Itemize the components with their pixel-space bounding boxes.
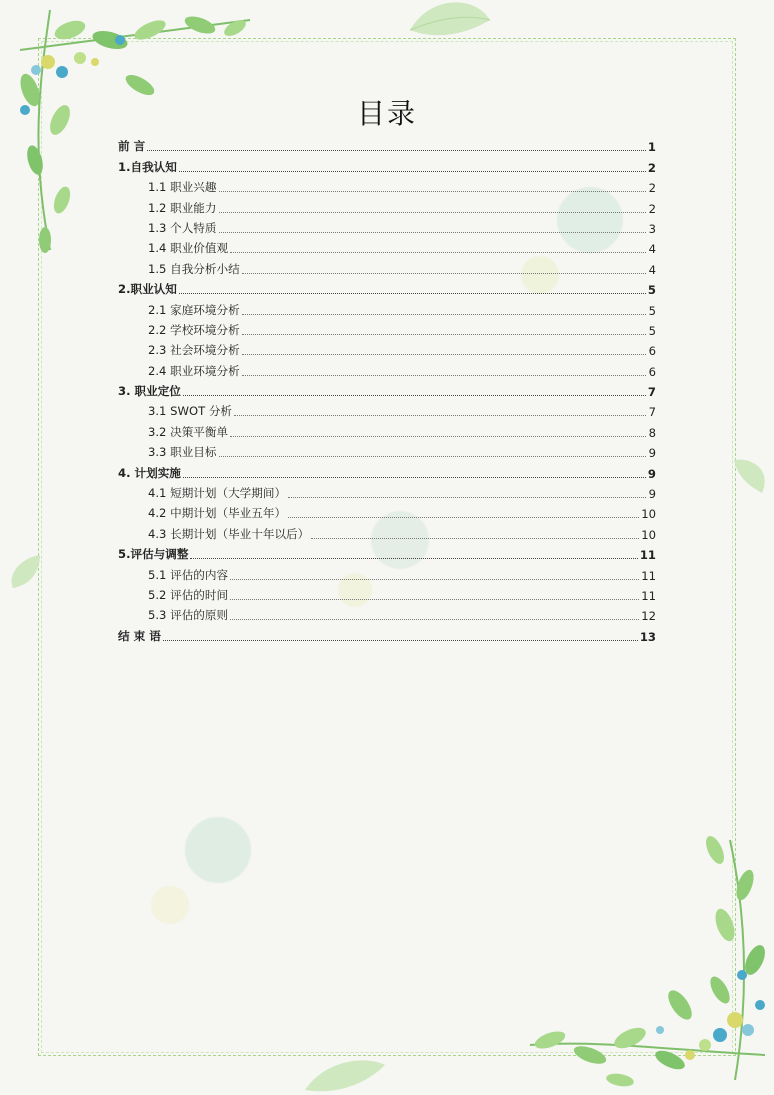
toc-entry-label: 5.评估与调整: [118, 547, 189, 562]
dot-leader: [242, 334, 646, 335]
page-title: 目录: [356, 97, 417, 130]
dot-leader: [288, 517, 639, 518]
toc-entry-page-number: 7: [647, 385, 656, 400]
toc-entry-page-number: 10: [641, 527, 656, 542]
toc-entry-label: 2.职业认知: [118, 282, 177, 297]
dot-leader: [147, 150, 646, 151]
dot-leader: [219, 456, 647, 457]
dot-leader: [219, 232, 647, 233]
toc-entry-page-number: 7: [648, 405, 656, 420]
leaf-top-center-icon: [405, 0, 495, 40]
toc-entry[interactable]: [118, 175, 656, 195]
dot-leader: [230, 252, 646, 253]
dot-leader: [179, 171, 646, 172]
dot-leader: [230, 579, 639, 580]
toc-entry[interactable]: [118, 154, 656, 174]
toc-entry-label: 2.4 职业环境分析: [148, 363, 240, 378]
toc-entry[interactable]: [118, 501, 656, 521]
toc-entry-label: 1.1 职业兴趣: [148, 180, 217, 195]
toc-entry-label: 前 言: [118, 139, 146, 154]
toc-entry-page-number: 11: [639, 548, 656, 563]
dot-leader: [163, 640, 638, 641]
toc-entry-label: 1.2 职业能力: [148, 200, 217, 215]
toc-entry[interactable]: [118, 216, 656, 236]
toc-entry-label: 1.自我认知: [118, 159, 177, 174]
toc-entry-page-number: 5: [648, 303, 656, 318]
toc-entry-page-number: 1: [647, 140, 656, 155]
table-of-contents: [118, 134, 656, 644]
dot-leader: [183, 395, 646, 396]
leaf-right-edge-icon: [732, 455, 774, 495]
toc-entry-page-number: 4: [648, 242, 656, 257]
dot-leader: [242, 273, 646, 274]
toc-entry-page-number: 10: [641, 507, 656, 522]
toc-entry-page-number: 11: [641, 588, 656, 603]
toc-entry-page-number: 6: [648, 364, 656, 379]
toc-entry[interactable]: [118, 419, 656, 439]
toc-entry-label: 3.1 SWOT 分析: [148, 404, 233, 419]
toc-entry-page-number: 2: [648, 181, 656, 196]
toc-entry-page-number: 5: [647, 283, 656, 298]
toc-entry-page-number: 4: [648, 262, 656, 277]
toc-entry[interactable]: [118, 460, 656, 480]
toc-entry-label: 3.2 决策平衡单: [148, 424, 229, 439]
toc-entry[interactable]: [118, 481, 656, 501]
toc-entry-label: 2.1 家庭环境分析: [148, 302, 240, 317]
toc-entry[interactable]: [118, 195, 656, 215]
toc-entry-label: 结 束 语: [118, 628, 161, 643]
toc-entry[interactable]: [118, 623, 656, 643]
toc-entry[interactable]: [118, 399, 656, 419]
dot-leader: [242, 354, 646, 355]
toc-entry-page-number: 2: [647, 160, 656, 175]
toc-entry-label: 4. 计划实施: [118, 465, 181, 480]
toc-entry-label: 2.2 学校环境分析: [148, 322, 240, 337]
toc-entry[interactable]: [118, 542, 656, 562]
toc-entry[interactable]: [118, 236, 656, 256]
toc-entry-page-number: 6: [648, 344, 656, 359]
dot-leader: [230, 436, 646, 437]
toc-entry[interactable]: [118, 603, 656, 623]
dot-leader: [230, 599, 639, 600]
toc-entry-label: 1.4 职业价值观: [148, 241, 229, 256]
dot-leader: [311, 538, 639, 539]
toc-entry-page-number: 9: [647, 466, 656, 481]
dot-leader: [183, 477, 646, 478]
dot-leader: [230, 619, 639, 620]
dot-leader: [288, 497, 646, 498]
toc-entry-label: 2.3 社会环境分析: [148, 343, 240, 358]
dot-leader: [219, 212, 647, 213]
toc-entry[interactable]: [118, 256, 656, 276]
toc-entry-label: 3.3 职业目标: [148, 445, 217, 460]
toc-entry-page-number: 11: [641, 568, 656, 583]
dot-leader: [179, 293, 646, 294]
toc-entry-page-number: 9: [648, 446, 656, 461]
toc-entry-label: 3. 职业定位: [118, 384, 181, 399]
toc-entry[interactable]: [118, 318, 656, 338]
leaf-left-edge-icon: [5, 550, 43, 590]
toc-entry[interactable]: [118, 562, 656, 582]
toc-entry-label: 5.2 评估的时间: [148, 587, 229, 602]
toc-entry[interactable]: [118, 338, 656, 358]
toc-entry-label: 4.1 短期计划（大学期间）: [148, 486, 287, 501]
dot-leader: [242, 375, 646, 376]
toc-entry-page-number: 2: [648, 201, 656, 216]
toc-entry[interactable]: [118, 277, 656, 297]
toc-entry-page-number: 3: [648, 221, 656, 236]
toc-entry[interactable]: [118, 297, 656, 317]
dot-leader: [234, 415, 646, 416]
leaf-vine-bottom-right-icon: [520, 830, 774, 1095]
toc-entry-label: 4.3 长期计划（毕业十年以后）: [148, 526, 310, 541]
leaf-bottom-center-icon: [300, 1055, 390, 1095]
dot-leader: [242, 314, 646, 315]
dot-leader: [190, 558, 637, 559]
toc-entry-page-number: 5: [648, 323, 656, 338]
toc-entry-label: 5.3 评估的原则: [148, 608, 229, 623]
toc-entry-label: 5.1 评估的内容: [148, 567, 229, 582]
toc-entry[interactable]: [118, 379, 656, 399]
toc-entry-label: 1.3 个人特质: [148, 220, 217, 235]
toc-entry[interactable]: [118, 583, 656, 603]
toc-entry[interactable]: [118, 440, 656, 460]
dot-leader: [219, 191, 647, 192]
toc-entry-page-number: 9: [648, 487, 656, 502]
toc-entry-page-number: 12: [641, 609, 656, 624]
toc-entry-label: 1.5 自我分析小结: [148, 261, 240, 276]
toc-entry[interactable]: [118, 134, 656, 154]
toc-entry-page-number: 13: [639, 629, 656, 644]
toc-entry[interactable]: [118, 521, 656, 541]
toc-entry-label: 4.2 中期计划（毕业五年）: [148, 506, 287, 521]
toc-entry-page-number: 8: [648, 425, 656, 440]
toc-entry[interactable]: [118, 358, 656, 378]
